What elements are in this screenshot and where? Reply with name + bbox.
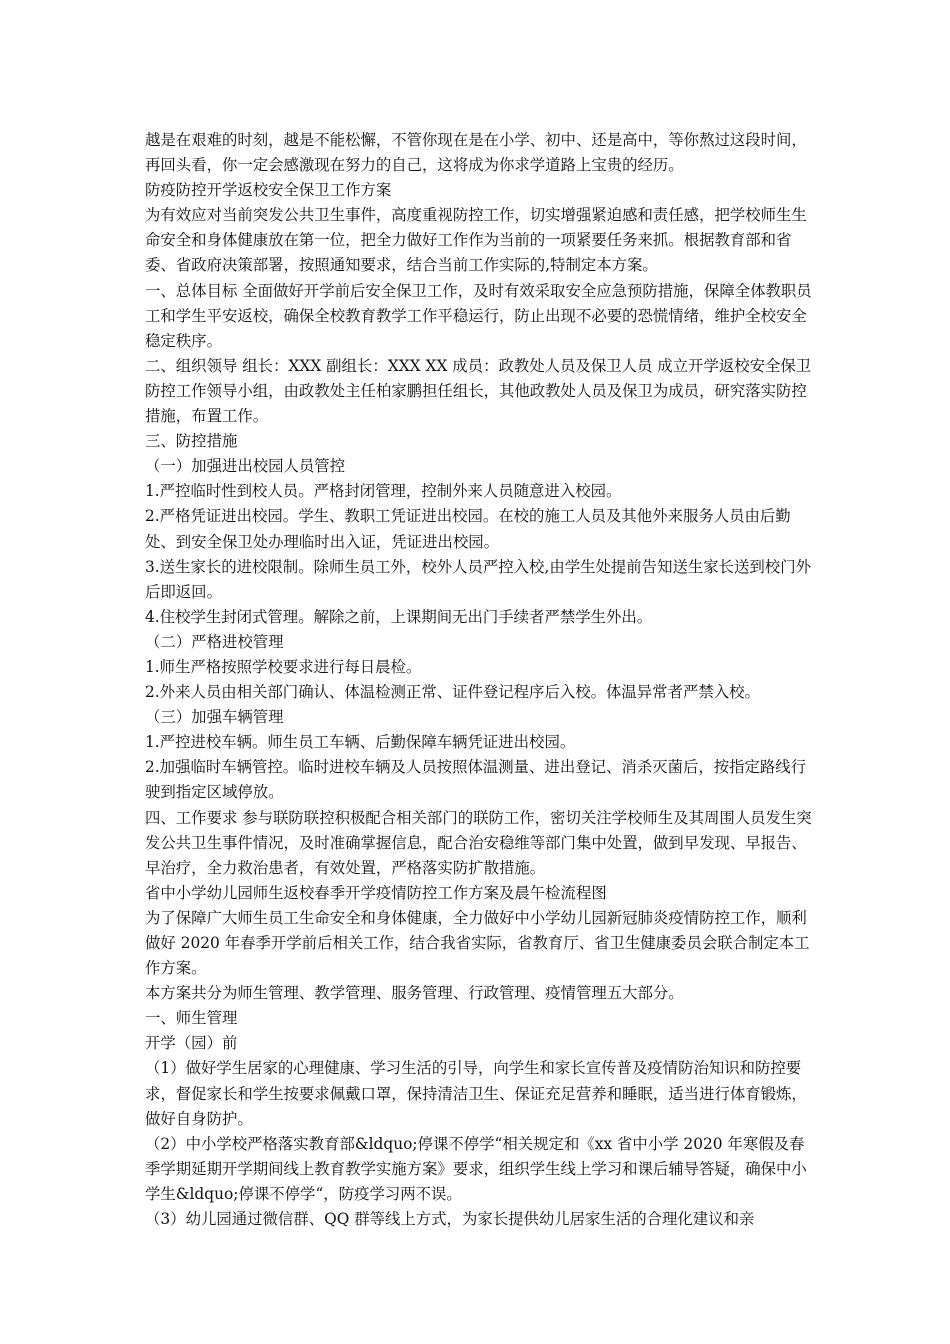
subsection-heading: 开学（园）前 [145, 1034, 238, 1053]
section-title-spring-plan: 省中小学幼儿园师生返校春季开学疫情防控工作方案及晨午检流程图 [145, 883, 607, 902]
list-item: （3）幼儿园通过微信群、QQ 群等线上方式，为家长提供幼儿居家生活的合理化建议和亲 [145, 1210, 755, 1229]
paragraph: 为有效应对当前突发公共卫生事件，高度重视防控工作，切实增强紧迫感和责任感，把学校师生生命安全和身体健康放在第一位，把全力做好工作作为当前的一项紧要任务来抓。根据教育部和省委、省政府决策部署，按照通知要求，结合当前工作实际的,特制定本方案。 [145, 206, 807, 275]
list-item: （1）做好学生居家的心理健康、学习生活的引导，向学生和家长宣传普及疫情防治知识和防控要求，督促家长和学生按要求佩戴口罩，保持清洁卫生、保证充足营养和睡眠，适当进行体育锻炼，做好自身防护。 [145, 1059, 807, 1128]
list-item: 3.送生家长的进校限制。除师生员工外，校外人员严控入校,由学生处提前告知送生家长送到校门外后即返回。 [145, 557, 811, 601]
list-item: 2.外来人员由相关部门确认、体温检测正常、证件登记程序后入校。体温异常者严禁入校。 [145, 683, 760, 702]
list-item: 2.加强临时车辆管控。临时进校车辆及人员按照体温测量、进出登记、消杀灭菌后，按指定路线行驶到指定区域停放。 [145, 758, 807, 802]
subsection-heading: （二）严格进校管理 [145, 632, 284, 651]
section-title-safety-plan: 防疫防控开学返校安全保卫工作方案 [145, 181, 392, 200]
list-item: 1.严控进校车辆。师生员工车辆、后勤保障车辆凭证进出校园。 [145, 733, 576, 752]
paragraph: 二、组织领导 组长：XXX 副组长：XXX XX 成员：政教处人员及保卫人员 成立开学返校安全保卫防控工作领导小组，由政教处主任柏家鹏担任组长，其他政教处人员及保卫为成员，研究落实防控措施，布置工作。 [145, 356, 812, 426]
paragraph: 一、总体目标 全面做好开学前后安全保卫工作，及时有效采取安全应急预防措施，保障全体教职员工和学生平安返校，确保全校教育教学工作平稳运行，防止出现不必要的恐慌情绪，维护全校安全稳定秩序。 [145, 281, 812, 350]
paragraph: 四、工作要求 参与联防联控积极配合相关部门的联防工作，密切关注学校师生及其周围人员发生突发公共卫生事件情况，及时准确掌握信息，配合治安稳维等部门集中处置，做到早发现、早报告、早治疗，全力救治患者，有效处置，严格落实防扩散措施。 [145, 808, 812, 877]
document-body [145, 128, 813, 1232]
list-item: 1.师生严格按照学校要求进行每日晨检。 [145, 657, 422, 676]
paragraph: 为了保障广大师生员工生命安全和身体健康，全力做好中小学幼儿园新冠肺炎疫情防控工作，顺利做好 2020 年春季开学前后相关工作，结合我省实际，省教育厅、省卫生健康委员会联合制定本工作方案。 [145, 908, 810, 978]
subsection-heading: （一）加强进出校园人员管控 [145, 457, 346, 476]
list-item: 1.严控临时性到校人员。严格封闭管理，控制外来人员随意进入校园。 [145, 482, 622, 501]
paragraph-intro: 越是在艰难的时刻，越是不能松懈，不管你现在是在小学、初中、还是高中，等你熬过这段时间，再回头看，你一定会感激现在努力的自己，这将成为你求学道路上宝贵的经历。 [145, 131, 807, 175]
section-heading: 一、师生管理 [145, 1009, 238, 1028]
subsection-heading: （三）加强车辆管理 [145, 708, 284, 727]
section-heading: 三、防控措施 [145, 432, 238, 451]
list-item: 4.住校学生封闭式管理。解除之前，上课期间无出门手续者严禁学生外出。 [145, 607, 653, 626]
list-item: 2.严格凭证进出校园。学生、教职工凭证进出校园。在校的施工人员及其他外来服务人员由后勤处、到安全保卫处办理临时出入证，凭证进出校园。 [145, 507, 791, 551]
list-item: （2）中小学校严格落实教育部&ldquo;停课不停学“相关规定和《xx 省中小学 2020 年寒假及春季学期延期开学期间线上教育教学实施方案》要求，组织学生线上学习和课后辅导答疑，确保中小学生&ldquo;停课不停学“，防疫学习两不误。 [145, 1134, 807, 1203]
paragraph: 本方案共分为师生管理、教学管理、服务管理、行政管理、疫情管理五大部分。 [145, 984, 684, 1003]
